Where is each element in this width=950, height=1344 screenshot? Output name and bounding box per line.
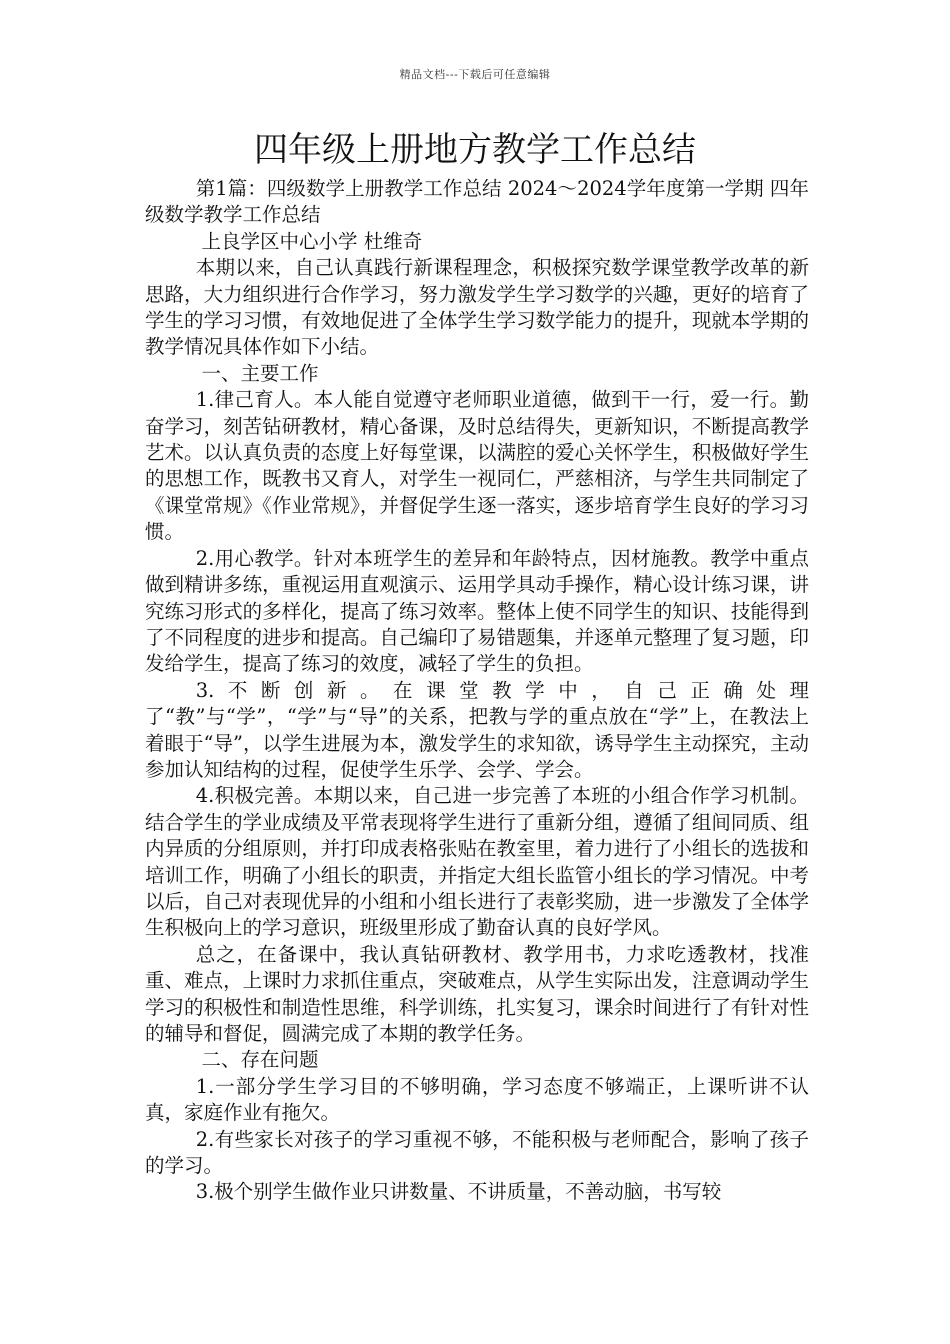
page-header-note: 精品文档---下载后可任意编辑 [399, 68, 551, 81]
paragraph-item-2-2: 2.有些家长对孩子的学习重视不够，不能积极与老师配合，影响了孩子的学习。 [145, 1127, 809, 1178]
intro-paragraph: 本期以来，自己认真践行新课程理念，积极探究数学课堂教学改革的新思路，大力组织进行合作学习，努力激发学生学习数学的兴趣，更好的培育了学生的学习习惯，有效地促进了全体学生学习数学能力的提升，现就本学期的教学情况具体作如下小结。 [145, 256, 809, 359]
paragraph-item-1-4: 4.积极完善。本期以来，自己进一步完善了本班的小组合作学习机制。结合学生的学业成绩及平常表现将学生进行了重新分组，遵循了组间同质、组内异质的分组原则，并打印成表格张贴在教室里，着力进行了小组长的选拔和培训工作，明确了小组长的职责，并指定大组长监管小组长的学习情况。中考以后，自己对表现优异的小组和小组长进行了表彰奖励，进一步激发了全体学生积极向上的学习意识，班级里形成了勤奋认真的良好学风。 [145, 784, 809, 940]
paragraph-item-2-1: 1.一部分学生学习目的不够明确，学习态度不够端正，上课听讲不认真，家庭作业有拖欠。 [145, 1074, 809, 1125]
document-subtitle: 第1篇：四级数学上册教学工作总结 2024～2024学年度第一学期 四年级数学教学工作总结 [145, 177, 809, 227]
paragraph-item-1-1: 1.律己育人。本人能自觉遵守老师职业道德，做到干一行，爱一行。勤奋学习，刻苦钻研教材，精心备课，及时总结得失，更新知识，不断提高教学艺术。以认真负责的态度上好每堂课，以满腔的爱心关怀学生，积极做好学生的思想工作，既教书又育人，对学生一视同仁，严慈相济，与学生共同制定了《课堂常规》《作业常规》，并督促学生逐一落实，逐步培育学生良好的学习习惯。 [145, 388, 809, 544]
document-title: 四年级上册地方教学工作总结 [254, 130, 696, 170]
author-line: 上良学区中心小学 杜维奇 [201, 229, 423, 253]
section-heading-problems: 二、存在问题 [201, 1048, 319, 1072]
paragraph-item-1-3: 3.不断创新。在课堂教学中，自己正确处理了“教”与“学”，“学”与“导”的关系，把教与学的重点放在“学”上，在教法上着眼于“导”，以学生进展为本，激发学生的求知欲，诱导学生主动探究，主动参加认知结构的过程，促使学生乐学、会学、学会。 [145, 678, 809, 781]
document-body [145, 176, 809, 1206]
paragraph-item-2-3: 3.极个别学生做作业只讲数量、不讲质量，不善动脑，书写较 [195, 1180, 722, 1204]
paragraph-item-1-2: 2.用心教学。针对本班学生的差异和年龄特点，因材施教。教学中重点做到精讲多练，重视运用直观演示、运用学具动手操作，精心设计练习课，讲究练习形式的多样化，提高了练习效率。整体上使不同学生的知识、技能得到了不同程度的进步和提高。自己编印了易错题集，并逐单元整理了复习题，印发给学生，提高了练习的效度，减轻了学生的负担。 [145, 546, 809, 676]
summary-paragraph: 总之，在备课中，我认真钻研教材、教学用书，力求吃透教材，找准重、难点，上课时力求抓住重点，突破难点，从学生实际出发，注意调动学生学习的积极性和制造性思维，科学训练，扎实复习，课余时间进行了有针对性的辅导和督促，圆满完成了本期的教学任务。 [145, 942, 809, 1045]
section-heading-main-work: 一、主要工作 [201, 361, 319, 385]
